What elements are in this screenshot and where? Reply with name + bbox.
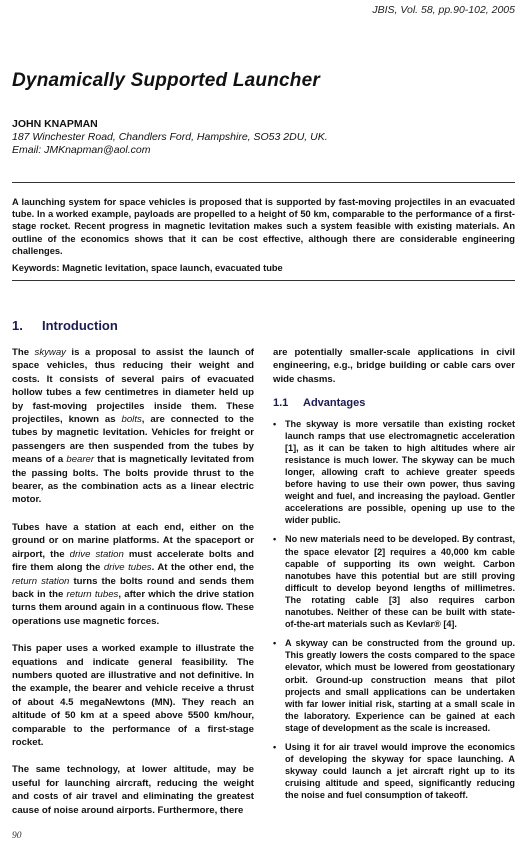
section-number: 1. <box>12 318 23 333</box>
list-item <box>273 533 515 630</box>
author-name: JOHN KNAPMAN <box>12 118 98 130</box>
abstract-bottom-rule <box>12 280 515 281</box>
list-item-text: The skyway is more versatile than existing rocket launch ramps that use electromagnetic acceleration [1], as it can be taken to high altitudes where air resistance is much lower. The skyway can be much longer, allowing craft to achieve greater speeds before having to use their own power, thus saving weight and fuel, and increasing the payload. Gentler accelerations are possible, opening up use to the wider public. <box>285 418 515 526</box>
right-column <box>273 346 515 808</box>
paragraph-4: The same technology, at lower altitude, may be useful for launching aircraft, reducing the weight and costs of air travel and eliminating the greatest cause of noise around airports. Furthermore, there <box>12 764 254 816</box>
text-run: , after which the drive station turns them around again in a continuous flow. These operations use magnetic forces. <box>12 588 255 627</box>
list-item-text: Using it for air travel would improve the economics of developing the skyway for space launching. A skyway could launch a jet aircraft right up to its cruising altitude and speed, significantly reducing the noise and fuel consumption of takeoff. <box>285 741 515 801</box>
bullet-icon: • <box>273 418 277 429</box>
journal-reference: JBIS, Vol. 58, pp.90-102, 2005 <box>372 4 515 16</box>
list-item-text: No new materials need to be developed. By contrast, the space elevator [2] requires a 40,000 km cable capable of supporting its own weight. Carbon nanotubes have this potential but are still proving difficult to develop beyond lengths of millimetres. The rotating cable [3] also requires carbon nanotubes. Neither of these can be built with state-of-the-art materials such as Kevlar® [4]. <box>285 534 515 630</box>
bullet-icon: • <box>273 741 277 752</box>
list-item <box>273 418 515 527</box>
term-drive-station: drive station <box>69 548 124 560</box>
subsection-number: 1.1 <box>273 397 289 410</box>
text-run: The <box>12 347 35 358</box>
subsection-title: Advantages <box>303 397 366 410</box>
text-run: is a proposal to assist the launch of space vehicles, thus reducing their weight and costs. It consists of several pairs of evacuated hollow tubes a few centimetres in diameter held up by fast-moving projectiles inside them. These projectiles, known as <box>12 347 254 426</box>
list-item <box>273 637 515 734</box>
list-item <box>273 741 515 801</box>
paragraph-3: This paper uses a worked example to illustrate the equations and indicate general feasibility. The numbers quoted are illustrative and not definitive. In the example, the bearer and vehicle receive a thrust of about 4.5 megaNewtons (MN). They reach an altitude of 50 km at a speed above 5500 km/hour, comparable to the performance of a first-stage rocket. <box>12 643 254 748</box>
text-run: that is magnetically levitated from the passing bolts. The bolts provide thrust to the bearer, as the combination acts as a linear electric motor. <box>12 454 254 506</box>
term-bolts: bolts <box>121 414 142 426</box>
subsection-heading-advantages <box>273 397 515 410</box>
text-run: . At the other end, the <box>151 562 254 574</box>
paragraph-1 <box>12 346 254 507</box>
list-item-text: A skyway can be constructed from the ground up. This greatly lowers the costs compared to the space elevator, which must be lowered from geostationary orbit. Ground-up construction means that pilot projects and small applications can be undertaken with far lower initial risk, starting at a small scale in the laboratory. Experience can be gained at each stage of development as the scale is increased. <box>285 638 515 733</box>
keywords <box>12 262 515 274</box>
bullet-icon: • <box>273 534 277 545</box>
advantages-list <box>273 418 515 802</box>
text-run: turns the bolts round and sends them back in the <box>12 575 254 600</box>
author-email: Email: JMKnapman@aol.com <box>12 144 151 156</box>
author-block <box>12 118 512 157</box>
paper-title: Dynamically Supported Launcher <box>12 70 320 91</box>
text-run: must accelerate bolts and fire them along the <box>12 548 254 574</box>
paragraph-continuation: are potentially smaller-scale applications in civil engineering, e.g., bridge building or cable cars over wide chasms. <box>273 347 515 385</box>
term-drive-tubes: drive tubes <box>103 562 152 574</box>
keywords-text: Magnetic levitation, space launch, evacuated tube <box>62 263 283 273</box>
term-return-tubes: return tubes <box>66 588 119 600</box>
term-return-station: return station <box>12 575 70 587</box>
abstract-top-rule <box>12 182 515 183</box>
text-run: , are connected to the tubes by magnetic levitation. Vehicles for freight or passengers are then suspended from the tubes by means of a <box>12 414 255 466</box>
section-title: Introduction <box>42 318 118 333</box>
keywords-label: Keywords: <box>12 263 60 273</box>
term-bearer: bearer <box>66 454 95 466</box>
bullet-icon: • <box>273 638 277 649</box>
left-column <box>12 346 254 831</box>
term-skyway: skyway <box>34 347 66 358</box>
abstract: A launching system for space vehicles is proposed that is supported by fast-moving projectiles in an evacuated tube. In a worked example, payloads are propelled to a height of 50 km, comparable to the performance of a first-stage rocket. Recent progress in magnetic levitation makes such a system feasible with existing materials. An outline of the economics shows that it can be cost effective, although there are considerable engineering challenges. <box>12 197 515 256</box>
author-affiliation: 187 Winchester Road, Chandlers Ford, Hampshire, SO53 2DU, UK. <box>12 131 328 143</box>
paragraph-2 <box>12 521 254 628</box>
text-run: Tubes have a station at each end, either on the ground or on marine platforms. At the spaceport or airport, the <box>12 521 254 560</box>
page-number: 90 <box>12 831 22 841</box>
section-heading-introduction <box>12 318 118 333</box>
